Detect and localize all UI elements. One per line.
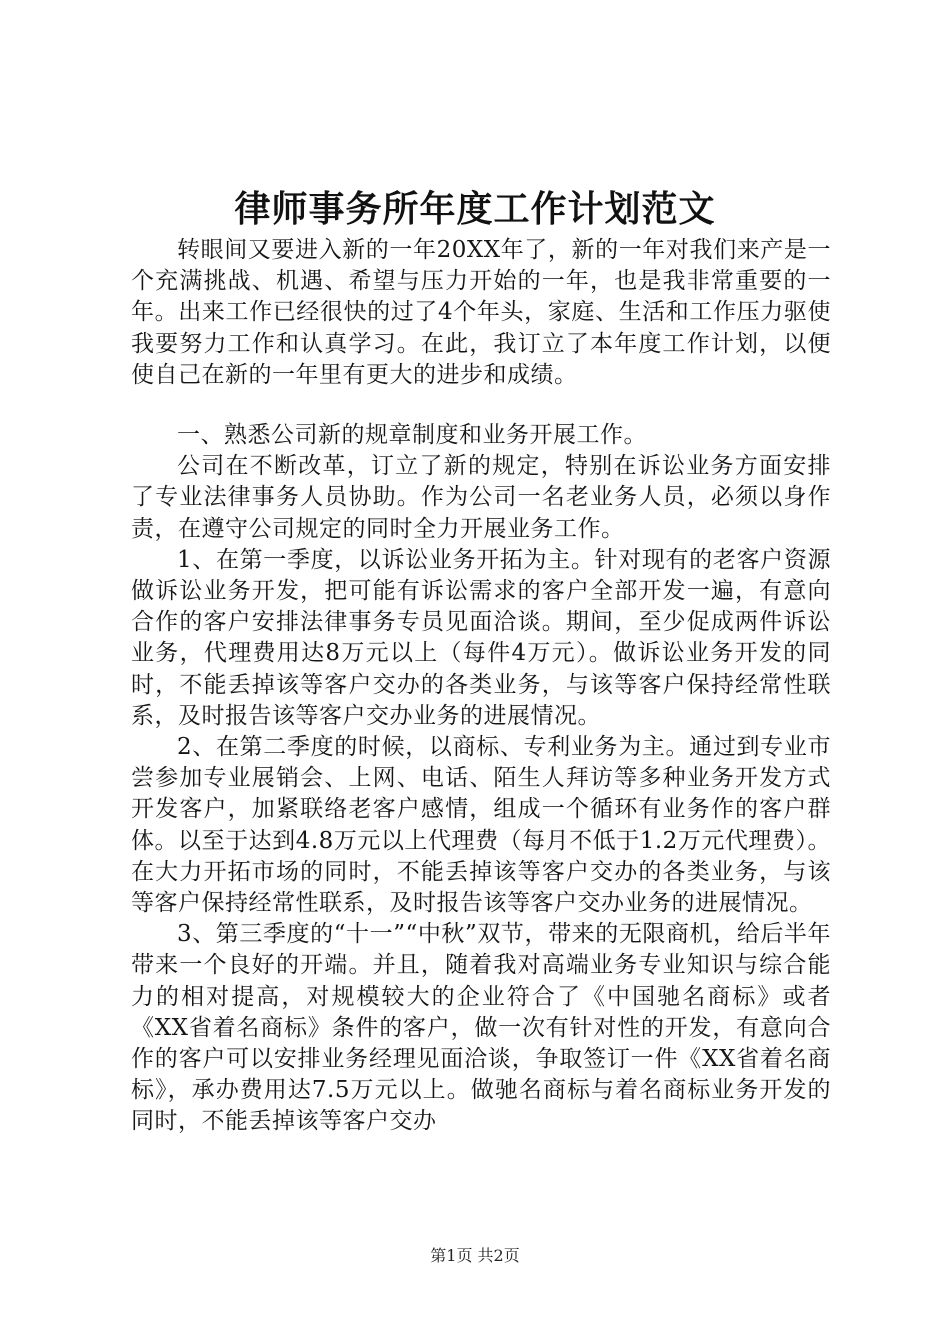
section-paragraph-1: 公司在不断改革，订立了新的规定，特别在诉讼业务方面安排了专业法律事务人员协助。作为公司一名老业务人员，必须以身作责，在遵守公司规定的同时全力开展业务工作。 <box>131 453 831 542</box>
section-heading-1: 一、熟悉公司新的规章制度和业务开展工作。 <box>177 422 647 448</box>
intro-section <box>131 235 831 391</box>
page-number: 第1页 共2页 <box>430 1246 520 1265</box>
main-section <box>131 420 831 1138</box>
plan-item-1: 1、在第一季度，以诉讼业务开拓为主。针对现有的老客户资源做诉讼业务开发，把可能有诉讼需求的客户全部开发一遍，有意向合作的客户安排法律事务专员见面洽谈。期间，至少促成两件诉讼业务，代理费用达8万元以上（每件4万元）。做诉讼业务开发的同时，不能丢掉该等客户交办的各类业务，与该等客户保持经常性联系，及时报告该等客户交办业务的进展情况。 <box>131 546 831 729</box>
document-title: 律师事务所年度工作计划范文 <box>234 188 716 230</box>
plan-item-2: 2、在第二季度的时候，以商标、专利业务为主。通过到专业市尝参加专业展销会、上网、电话、陌生人拜访等多种业务开发方式开发客户，加紧联络老客户感情，组成一个循环有业务作的客户群体。以至于达到4.8万元以上代理费（每月不低于1.2万元代理费）。在大力开拓市场的同时，不能丢掉该等客户交办的各类业务，与该等客户保持经常性联系，及时报告该等客户交办业务的进展情况。 <box>131 734 831 917</box>
intro-paragraph: 转眼间又要进入新的一年20XX年了，新的一年对我们来产是一个充满挑战、机遇、希望与压力开始的一年，也是我非常重要的一年。出来工作已经很快的过了4个年头，家庭、生活和工作压力驱使我要努力工作和认真学习。在此，我订立了本年度工作计划，以便使自己在新的一年里有更大的进步和成绩。 <box>131 237 831 388</box>
plan-item-3: 3、第三季度的“十一”“中秋”双节，带来的无限商机，给后半年带来一个良好的开端。并且，随着我对高端业务专业知识与综合能力的相对提高，对规模较大的企业符合了《中国驰名商标》或者《XX省着名商标》条件的客户，做一次有针对性的开发，有意向合作的客户可以安排业务经理见面洽谈，争取签订一件《XX省着名商标》，承办费用达7.5万元以上。做驰名商标与着名商标业务开发的同时，不能丢掉该等客户交办 <box>131 921 831 1135</box>
